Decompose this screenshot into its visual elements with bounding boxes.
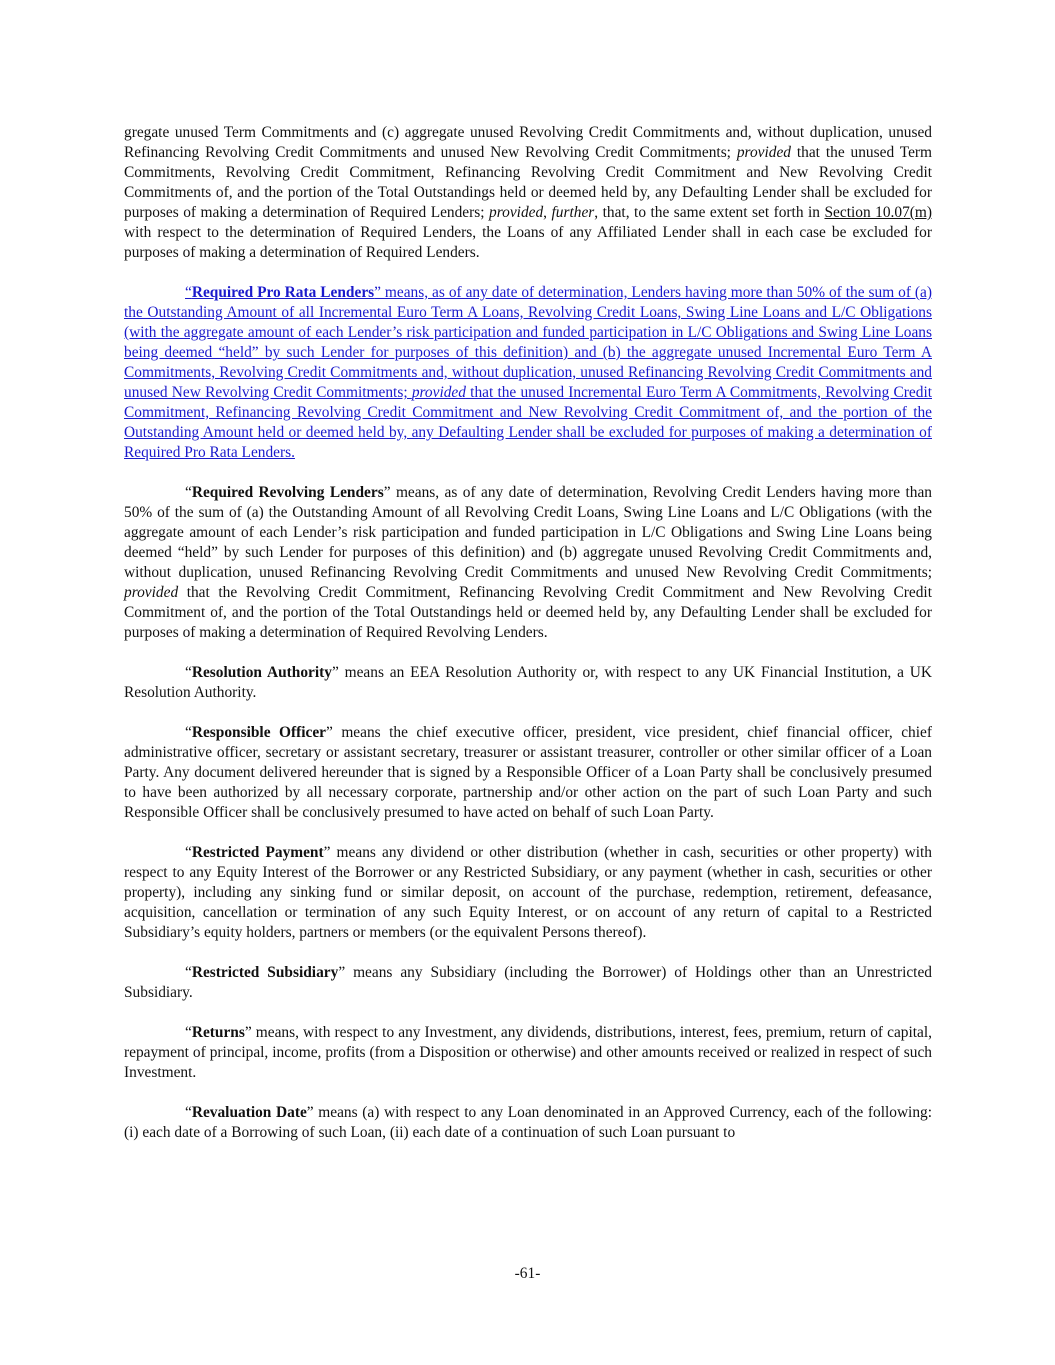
defined-term: Returns — [191, 1024, 245, 1041]
text-run: ” means (a) with respect to any Loan denominated in an Approved Currency, each of the following: (i) each date of a Borrowing of such Loan, (ii) each date of a continuation of such Loan pursuant to — [124, 1104, 932, 1141]
definition-returns — [124, 1023, 932, 1083]
document-page — [124, 123, 932, 1163]
open-quote: “ — [185, 1104, 192, 1121]
definition-required-lenders-continued — [124, 123, 932, 263]
open-quote: “ — [185, 1024, 192, 1041]
open-quote: “ — [185, 664, 192, 681]
definition-restricted-payment — [124, 843, 932, 943]
definition-required-revolving-lenders — [124, 483, 932, 643]
italic-run: provided — [411, 384, 466, 401]
text-run: ” means, as of any date of determination, Revolving Credit Lenders having more than 50% of the sum of (a) the Outstanding Amount of all Revolving Credit Loans, Swing Line Loans and L/C Obligations (with the aggregate amount of each Lender’s risk participation and funded participation in L/C Obligations and Swing Line Loans being deemed “held” by such Lender for purposes of this definition) and (b) aggregate unused Revolving Credit Commitments and, without duplication, unused Refinancing Revolving Credit Commitments and unused New Revolving Credit Commitments; — [124, 484, 933, 581]
defined-term: Restricted Subsidiary — [191, 964, 339, 981]
defined-term: Required Pro Rata Lenders — [191, 284, 375, 301]
text-run: with respect to the determination of Required Lenders, the Loans of any Affiliated Lender shall in each case be excluded for purposes of making a determination of Required Lenders. — [124, 224, 932, 261]
text-run: that the unused Incremental Euro Term A Commitments, Revolving Credit Commitment, Refinancing Revolving Credit Commitment and New Revolving Credit Commitment of, and the portion of the Outstanding Amount held or deemed held by, any Defaulting Lender shall be excluded for purposes of making a determination of Required Pro Rata Lenders. — [124, 384, 932, 461]
italic-run: provided — [736, 144, 791, 161]
definition-resolution-authority — [124, 663, 932, 703]
definition-restricted-subsidiary — [124, 963, 932, 1003]
definition-responsible-officer — [124, 723, 932, 823]
open-quote: “ — [185, 964, 192, 981]
defined-term: Restricted Payment — [191, 844, 324, 861]
text-run: ” means the chief executive officer, president, vice president, chief financial officer, chief administrative officer, secretary or assistant secretary, treasurer or assistant treasurer, controller or other similar officer of a Loan Party. Any document delivered hereunder that is signed by a Responsible Officer of a Loan Party shall be conclusively presumed to have been authorized by all necessary corporate, partnership and/or other action on the part of such Loan Party and such Responsible Officer shall be conclusively presumed to have acted on behalf of such Loan Party. — [124, 724, 932, 821]
page-number: -61- — [514, 1265, 541, 1282]
definition-required-pro-rata-lenders — [124, 283, 932, 463]
defined-term: Resolution Authority — [191, 664, 332, 681]
defined-term: Required Revolving Lenders — [191, 484, 384, 501]
text-run: gregate unused Term Commitments and (c) aggregate unused Revolving Credit Commitments and, without duplication, unused Refinancing Revolving Credit Commitments and unused New Revolving Credit Commitments; — [124, 124, 932, 161]
text-run: ” means any dividend or other distribution (whether in cash, securities or other property) with respect to any Equity Interest of the Borrower or any Restricted Subsidiary, or any payment (whether in cash, securities or other property), including any sinking fund or similar deposit, on account of the purchase, redemption, retirement, defeasance, acquisition, cancellation or termination of any such Equity Interest, or on account of any return of capital to a Restricted Subsidiary’s equity holders, partners or members (or the equivalent Persons thereof). — [124, 844, 932, 941]
definition-revaluation-date — [124, 1103, 932, 1143]
open-quote: “ — [185, 844, 192, 861]
text-run: , — [543, 204, 552, 221]
italic-run: provided — [489, 204, 544, 221]
italic-run: further — [551, 204, 595, 221]
defined-term: Responsible Officer — [191, 724, 327, 741]
text-run: that the Revolving Credit Commitment, Refinancing Revolving Credit Commitment and New Revolving Credit Commitment of, and the portion of the Total Outstandings held or deemed held by, any Defaulting Lender shall be excluded for purposes of making a determination of Required Revolving Lenders. — [124, 584, 932, 641]
italic-run: provided — [124, 584, 179, 601]
text-run: , that, to the same extent set forth in — [594, 204, 825, 221]
text-run: ” means, as of any date of determination, Lenders having more than 50% of the sum of (a) the Outstanding Amount of all Incremental Euro Term A Loans, Revolving Credit Loans, Swing Line Loans and L/C Obligations (with the aggregate amount of each Lender’s risk participation and funded participation in L/C Obligations and Swing Line Loans being deemed “held” by such Lender for purposes of this definition) and (b) the aggregate unused Incremental Euro Term A Commitments, Revolving Credit Commitments and, without duplication, unused Refinancing Revolving Credit Commitments and unused New Revolving Credit Commitments; — [124, 284, 932, 401]
text-run: that the unused Term Commitments, Revolving Credit Commitment, Refinancing Revolving Credit Commitment and New Revolving Credit Commitments of, and the portion of the Total Outstandings held or deemed held by, any Defaulting Lender shall be excluded for purposes of making a determination of Required Lenders; — [124, 144, 932, 221]
defined-term: Revaluation Date — [191, 1104, 307, 1121]
open-quote: “ — [185, 724, 192, 741]
text-run: ” means any Subsidiary (including the Borrower) of Holdings other than an Unrestricted Subsidiary. — [124, 964, 932, 1001]
open-quote: “ — [185, 284, 192, 301]
open-quote: “ — [185, 484, 192, 501]
text-run: ” means, with respect to any Investment, any dividends, distributions, interest, fees, premium, return of capital, repayment of principal, income, profits (from a Disposition or otherwise) and other amounts received or realized in respect of such Investment. — [124, 1024, 932, 1081]
section-reference-link[interactable]: Section 10.07(m) — [824, 204, 932, 221]
text-run: ” means an EEA Resolution Authority or, with respect to any UK Financial Institution, a UK Resolution Authority. — [124, 664, 932, 701]
